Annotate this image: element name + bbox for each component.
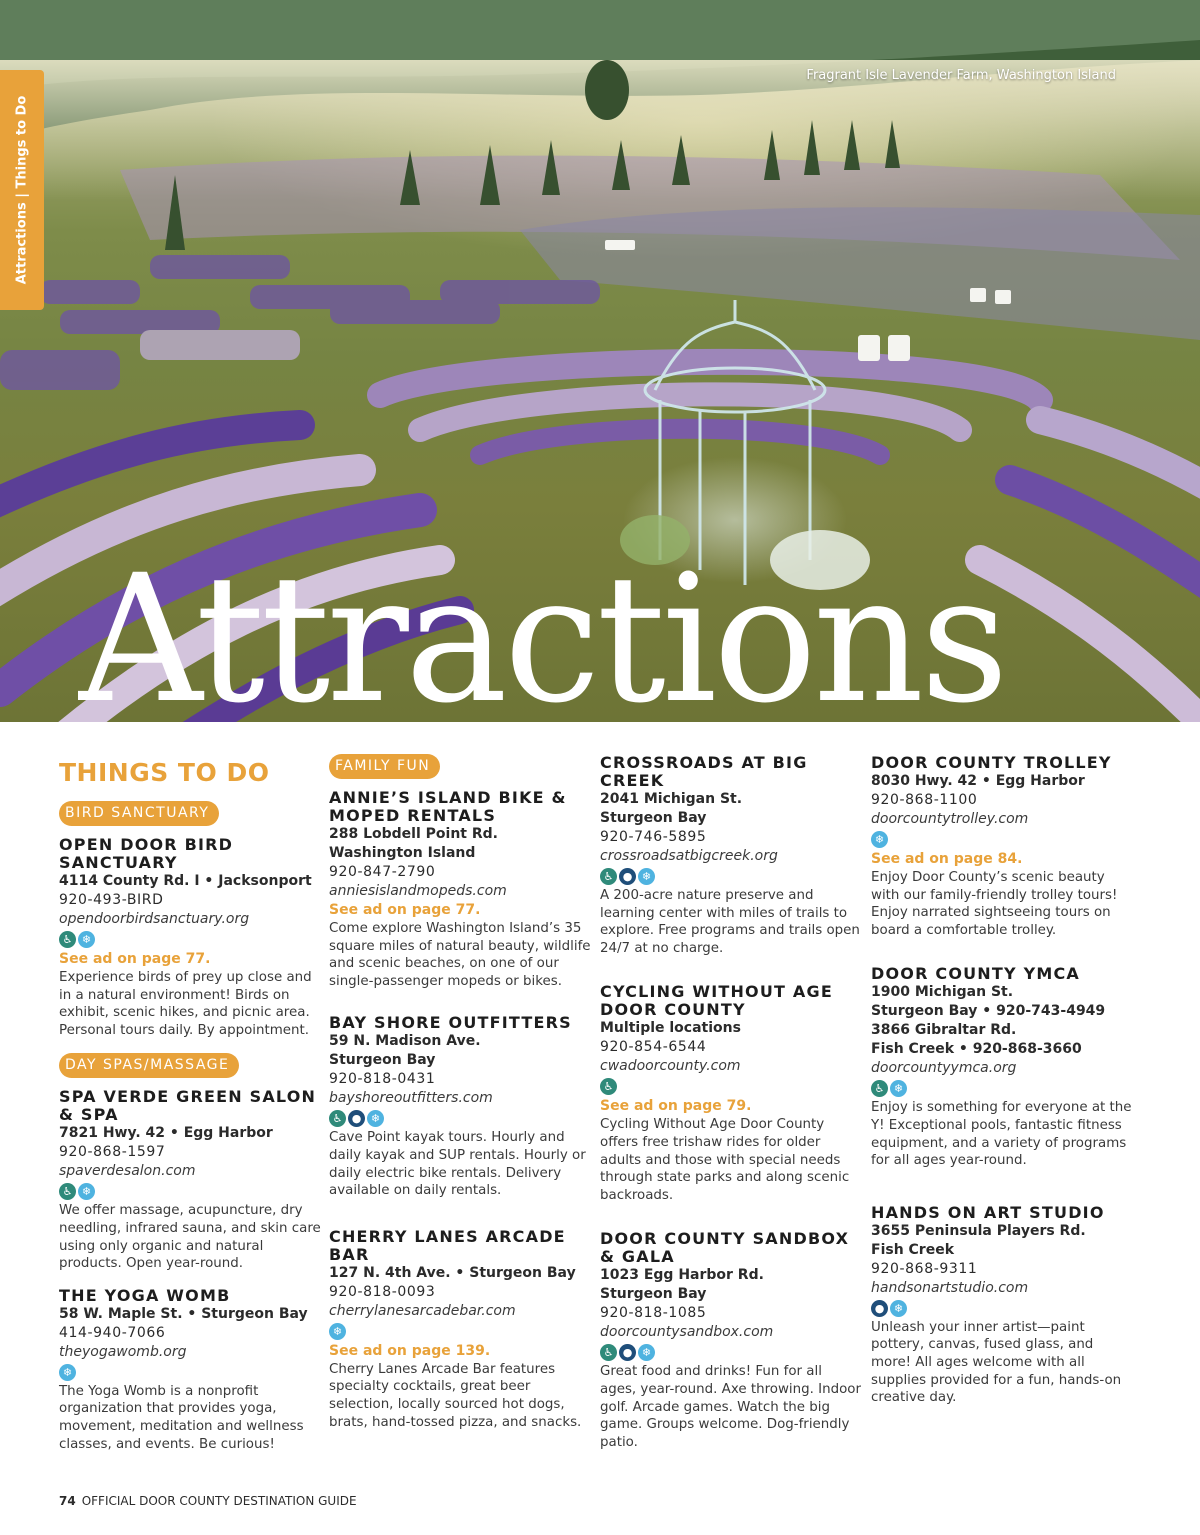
snowflake-icon: ❄ — [638, 1344, 655, 1361]
listing-website[interactable]: theyogawomb.org — [59, 1343, 187, 1360]
ad-reference[interactable]: See ad on page 77. — [59, 951, 211, 967]
wheelchair-icon: ♿ — [600, 1078, 617, 1095]
wheelchair-icon: ♿ — [59, 931, 76, 948]
listing-phone[interactable]: 920-868-1597 — [59, 1144, 166, 1161]
listing-phone[interactable]: 920-847-2790 — [329, 864, 436, 880]
photo-caption: Fragrant Isle Lavender Farm, Washington Island — [806, 68, 1116, 83]
paw-icon: ● — [619, 868, 636, 885]
listing-description: Great food and drinks! Fun for all ages, year-round. Axe throwing. Indoor golf. Arcade games. Watch the big game. Groups welcome. Dog-friendly patio. — [600, 1364, 861, 1450]
listing-door-county-sandbox — [600, 1230, 862, 1451]
listing-phone[interactable]: 920-868-1100 — [871, 792, 978, 808]
amenity-icons — [871, 1080, 1133, 1097]
listing-name: DOOR COUNTY SANDBOX & GALA — [600, 1229, 850, 1267]
side-tab-label: Attractions | Things to Do — [14, 95, 30, 285]
listing-description: Unleash your inner artist—paint pottery, canvas, fused glass, and more! All ages welcome with all supplies provided for a fun, hands-on creative day. — [871, 1319, 1122, 1406]
listing-name: CROSSROADS AT BIG CREEK — [600, 753, 808, 790]
wheelchair-icon: ♿ — [59, 1183, 76, 1200]
snowflake-icon: ❄ — [871, 831, 888, 848]
listing-phone[interactable]: 920-818-1085 — [600, 1305, 707, 1322]
listing-name: HANDS ON ART STUDIO — [871, 1202, 1105, 1222]
ad-reference[interactable]: See ad on page 79. — [600, 1098, 752, 1115]
listing-name: DOOR COUNTY TROLLEY — [871, 753, 1112, 772]
listing-website[interactable]: cherrylanesarcadebar.com — [329, 1302, 516, 1319]
category-badge-family-fun: FAMILY FUN — [329, 754, 440, 779]
listing-description: Cave Point kayak tours. Hourly and daily kayak and SUP rentals. Hourly or daily electric bike rentals. Delivery available on daily rentals. — [329, 1130, 586, 1199]
listing-address-line-2: Sturgeon Bay — [329, 1052, 436, 1069]
listing-name: ANNIE’S ISLAND BIKE & MOPED RENTALS — [329, 788, 567, 825]
listing-description: Cycling Without Age Door County offers free trishaw rides for older adults and those with special needs through state parks and along scenic backroads. — [600, 1117, 850, 1203]
listing-address-line-1: 1900 Michigan St. — [871, 984, 1014, 1001]
listing-hands-on-art-studio — [871, 1204, 1133, 1407]
listing-description: Enjoy is something for everyone at the Y! Exceptional pools, fantastic fitness equipment, and a variety of programs for all ages year-round. — [871, 1100, 1132, 1169]
paw-icon: ● — [348, 1110, 365, 1127]
snowflake-icon: ❄ — [638, 868, 655, 885]
listing-phone[interactable]: 920-818-0431 — [329, 1071, 436, 1088]
listing-open-door-bird-sanctuary — [59, 836, 321, 1039]
column-4 — [871, 752, 1133, 1421]
paw-icon: ● — [619, 1344, 636, 1361]
page-title — [78, 552, 1178, 722]
wheelchair-icon: ♿ — [871, 1080, 888, 1097]
listing-cycling-without-age — [600, 983, 862, 1204]
listing-door-county-ymca — [871, 965, 1133, 1169]
listing-address: 4114 County Rd. I • Jacksonport — [59, 873, 312, 889]
page-title-text: Attractions — [78, 552, 1005, 722]
listing-address-line-3: 3866 Gibraltar Rd. — [871, 1022, 1017, 1039]
listing-address-line-1: 3655 Peninsula Players Rd. — [871, 1222, 1086, 1239]
listing-name: DOOR COUNTY YMCA — [871, 964, 1081, 984]
listing-name: CHERRY LANES ARCADE BAR — [329, 1226, 566, 1264]
section-heading: THINGS TO DO — [59, 758, 270, 787]
amenity-icons — [600, 1078, 862, 1095]
snowflake-icon: ❄ — [890, 1080, 907, 1097]
listing-address-line-2: Fish Creek — [871, 1241, 955, 1258]
snowflake-icon: ❄ — [329, 1323, 346, 1340]
listing-address: 127 N. 4th Ave. • Sturgeon Bay — [329, 1264, 576, 1281]
wheelchair-icon: ♿ — [329, 1110, 346, 1127]
listing-website[interactable]: bayshoreoutfitters.com — [329, 1090, 493, 1107]
listing-phone[interactable]: 920-818-0093 — [329, 1283, 436, 1300]
column-1 — [59, 752, 321, 1467]
listing-name: THE YOGA WOMB — [59, 1285, 231, 1305]
listing-description: Come explore Washington Island’s 35 square miles of natural beauty, wildlife and scenic beaches, on one of our single-passenger mopeds or bikes. — [329, 921, 591, 989]
page-number: 74 — [59, 1494, 76, 1508]
ad-reference[interactable]: See ad on page 84. — [871, 851, 1023, 867]
listing-website[interactable]: opendoorbirdsanctuary.org — [59, 911, 250, 927]
category-badge-bird-sanctuary: BIRD SANCTUARY — [59, 801, 219, 826]
listing-door-county-trolley — [871, 754, 1133, 939]
listing-address-line-1: 59 N. Madison Ave. — [329, 1033, 481, 1050]
section-side-tab — [0, 70, 44, 310]
amenity-icons — [600, 868, 862, 885]
amenity-icons — [329, 1110, 591, 1127]
wheelchair-icon: ♿ — [600, 868, 617, 885]
listing-website[interactable]: doorcountysandbox.com — [600, 1324, 774, 1341]
listing-name: BAY SHORE OUTFITTERS — [329, 1013, 572, 1033]
column-2 — [329, 752, 591, 1445]
listing-phone[interactable]: 414-940-7066 — [59, 1324, 166, 1341]
page-footer — [59, 1494, 357, 1508]
listing-website[interactable]: spaverdesalon.com — [59, 1163, 196, 1180]
listing-address: Multiple locations — [600, 1020, 741, 1037]
listing-address: 7821 Hwy. 42 • Egg Harbor — [59, 1125, 273, 1142]
listing-description: Experience birds of prey up close and in a natural environment! Birds on exhibit, scenic hikes, and picnic area. Personal tours daily. By appointment. — [59, 970, 312, 1038]
listing-name: OPEN DOOR BIRD SANCTUARY — [59, 835, 234, 872]
snowflake-icon: ❄ — [78, 1183, 95, 1200]
publication-title: OFFICIAL DOOR COUNTY DESTINATION GUIDE — [81, 1494, 357, 1508]
snowflake-icon: ❄ — [59, 1364, 76, 1381]
listing-description: Enjoy Door County’s scenic beauty with our family-friendly trolley tours! Enjoy narrated sightseeing tours on board a comfortable trolley. — [871, 870, 1118, 938]
amenity-icons — [59, 1183, 321, 1200]
listing-bay-shore-outfitters — [329, 1014, 591, 1199]
listing-address-line-1: 1023 Egg Harbor Rd. — [600, 1267, 764, 1284]
ad-reference[interactable]: See ad on page 77. — [329, 902, 481, 918]
amenity-icons — [59, 1364, 321, 1381]
snowflake-icon: ❄ — [78, 931, 95, 948]
amenity-icons — [600, 1344, 862, 1361]
paw-icon: ● — [871, 1300, 888, 1317]
listing-phone[interactable]: 920-854-6544 — [600, 1039, 707, 1056]
listing-annies-island — [329, 789, 591, 990]
hero-photo — [0, 0, 1200, 722]
listing-description: A 200-acre nature preserve and learning center with miles of trails to explore. Free programs and trails open 24/7 at no charge. — [600, 888, 860, 956]
listing-crossroads-big-creek — [600, 754, 862, 957]
listing-spa-verde — [59, 1088, 321, 1272]
listing-address-line-1: 2041 Michigan St. — [600, 791, 743, 807]
listing-address: 8030 Hwy. 42 • Egg Harbor — [871, 773, 1085, 789]
listing-website[interactable]: anniesislandmopeds.com — [329, 883, 507, 899]
listing-description: The Yoga Womb is a nonprofit organization that provides yoga, movement, meditation and wellness classes, and events. Be curious! — [59, 1383, 304, 1452]
amenity-icons — [329, 1323, 591, 1340]
listing-website[interactable]: handsonartstudio.com — [871, 1279, 1029, 1296]
listing-address: 58 W. Maple St. • Sturgeon Bay — [59, 1305, 308, 1322]
listing-website[interactable]: doorcountyymca.org — [871, 1060, 1017, 1077]
listing-address-line-2: Sturgeon Bay • 920-743-4949 — [871, 1003, 1106, 1020]
listing-address-line-2: Washington Island — [329, 845, 476, 861]
listing-yoga-womb — [59, 1287, 321, 1453]
snowflake-icon: ❄ — [890, 1300, 907, 1317]
listing-website[interactable]: cwadoorcounty.com — [600, 1058, 741, 1075]
listing-address-line-2: Sturgeon Bay — [600, 1286, 707, 1303]
listing-phone[interactable]: 920-746-5895 — [600, 829, 707, 845]
amenity-icons — [871, 831, 1133, 848]
listing-website[interactable]: crossroadsatbigcreek.org — [600, 848, 778, 864]
listing-phone[interactable]: 920-493-BIRD — [59, 892, 164, 908]
listing-description: We offer massage, acupuncture, dry needling, infrared sauna, and skin care using only organic and natural products. Open year-round. — [59, 1203, 321, 1272]
category-badge-day-spas: DAY SPAS/MASSAGE — [59, 1053, 239, 1078]
amenity-icons — [59, 931, 321, 948]
column-3 — [600, 752, 862, 1465]
listing-name: SPA VERDE GREEN SALON & SPA — [59, 1087, 317, 1125]
wheelchair-icon: ♿ — [600, 1344, 617, 1361]
amenity-icons — [871, 1300, 1133, 1317]
snowflake-icon: ❄ — [367, 1110, 384, 1127]
listing-description: Cherry Lanes Arcade Bar features specialty cocktails, great beer selection, locally sourced hot dogs, brats, hand-tossed pizza, and snacks. — [329, 1361, 582, 1430]
listing-address-line-4: Fish Creek • 920-868-3660 — [871, 1041, 1082, 1058]
listing-address-line-1: 288 Lobdell Point Rd. — [329, 826, 498, 842]
listing-name: CYCLING WITHOUT AGE DOOR COUNTY — [600, 982, 833, 1020]
listing-cherry-lanes — [329, 1228, 591, 1431]
listing-phone[interactable]: 920-868-9311 — [871, 1260, 978, 1277]
listing-address-line-2: Sturgeon Bay — [600, 810, 707, 826]
ad-reference[interactable]: See ad on page 139. — [329, 1342, 491, 1359]
listing-website[interactable]: doorcountytrolley.com — [871, 811, 1029, 827]
